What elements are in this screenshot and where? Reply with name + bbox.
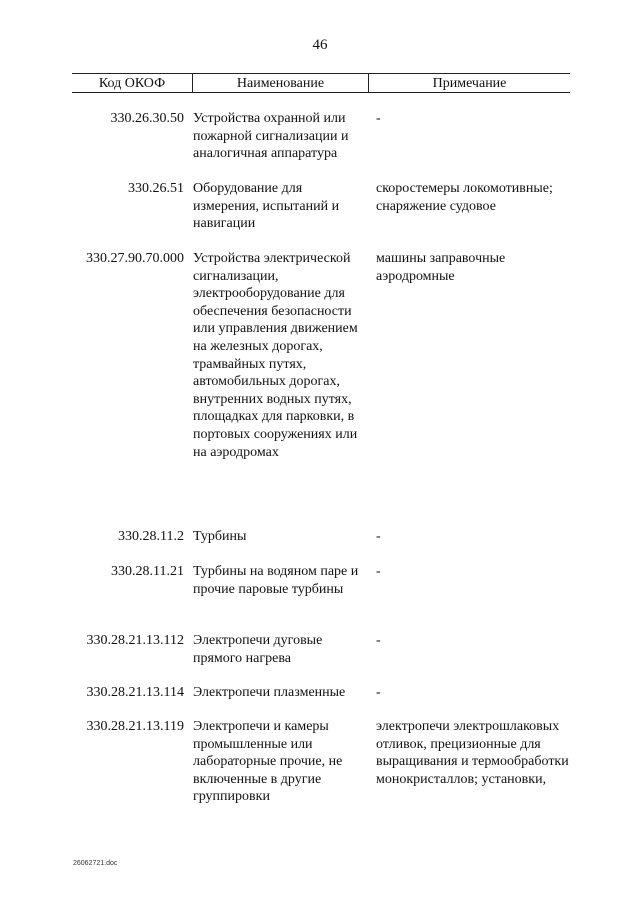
item-name: Турбины xyxy=(193,529,247,544)
item-name: Оборудование для измерения, испытаний и навигации xyxy=(193,181,340,232)
okof-code: 330.27.90.70.000 xyxy=(86,251,184,266)
document-filename: 26062721.doc xyxy=(73,860,118,867)
item-note: - xyxy=(376,111,381,126)
item-name: Устройства электрической сигнализации, электрооборудование для обеспечения безопасности или управления движением на железных дорогах, трамвайных путях, автомобильных дорогах, внутренних водных путях, площадках для парковки, в портовых сооружениях или на аэродромах xyxy=(193,251,358,460)
item-name: Электропечи дуговые прямого нагрева xyxy=(193,633,323,666)
item-name: Устройства охранной или пожарной сигнализации и аналогичная аппаратура xyxy=(193,111,349,162)
okof-code: 330.28.11.2 xyxy=(118,529,184,544)
okof-code: 330.28.21.13.114 xyxy=(86,685,184,700)
header-code: Код ОКОФ xyxy=(98,76,166,91)
page-number: 46 xyxy=(312,37,328,53)
okof-code: 330.28.11.21 xyxy=(111,564,184,579)
header-name: Наименование xyxy=(236,76,325,91)
item-note: электропечи электрошлаковых отливок, прецизионные для выращивания и термообработки монокристаллов; установки, xyxy=(376,719,569,787)
okof-code: 330.28.21.13.119 xyxy=(86,719,184,734)
item-note: скоростемеры локомотивные; снаряжение судовое xyxy=(376,181,553,214)
item-note: - xyxy=(376,564,381,579)
table-header xyxy=(72,73,570,93)
item-name: Турбины на водяном паре и прочие паровые турбины xyxy=(193,564,359,597)
okof-code: 330.26.51 xyxy=(128,181,184,196)
okof-code: 330.26.30.50 xyxy=(110,111,184,126)
item-name: Электропечи плазменные xyxy=(193,685,346,700)
item-note: - xyxy=(376,529,381,544)
item-note: машины заправочные аэродромные xyxy=(376,251,506,284)
header-note: Примечание xyxy=(432,76,507,91)
okof-code: 330.28.21.13.112 xyxy=(86,633,184,648)
item-name: Электропечи и камеры промышленные или лабораторные прочие, не включенные в другие группировки xyxy=(193,719,343,805)
item-note: - xyxy=(376,685,381,700)
item-note: - xyxy=(376,633,381,648)
